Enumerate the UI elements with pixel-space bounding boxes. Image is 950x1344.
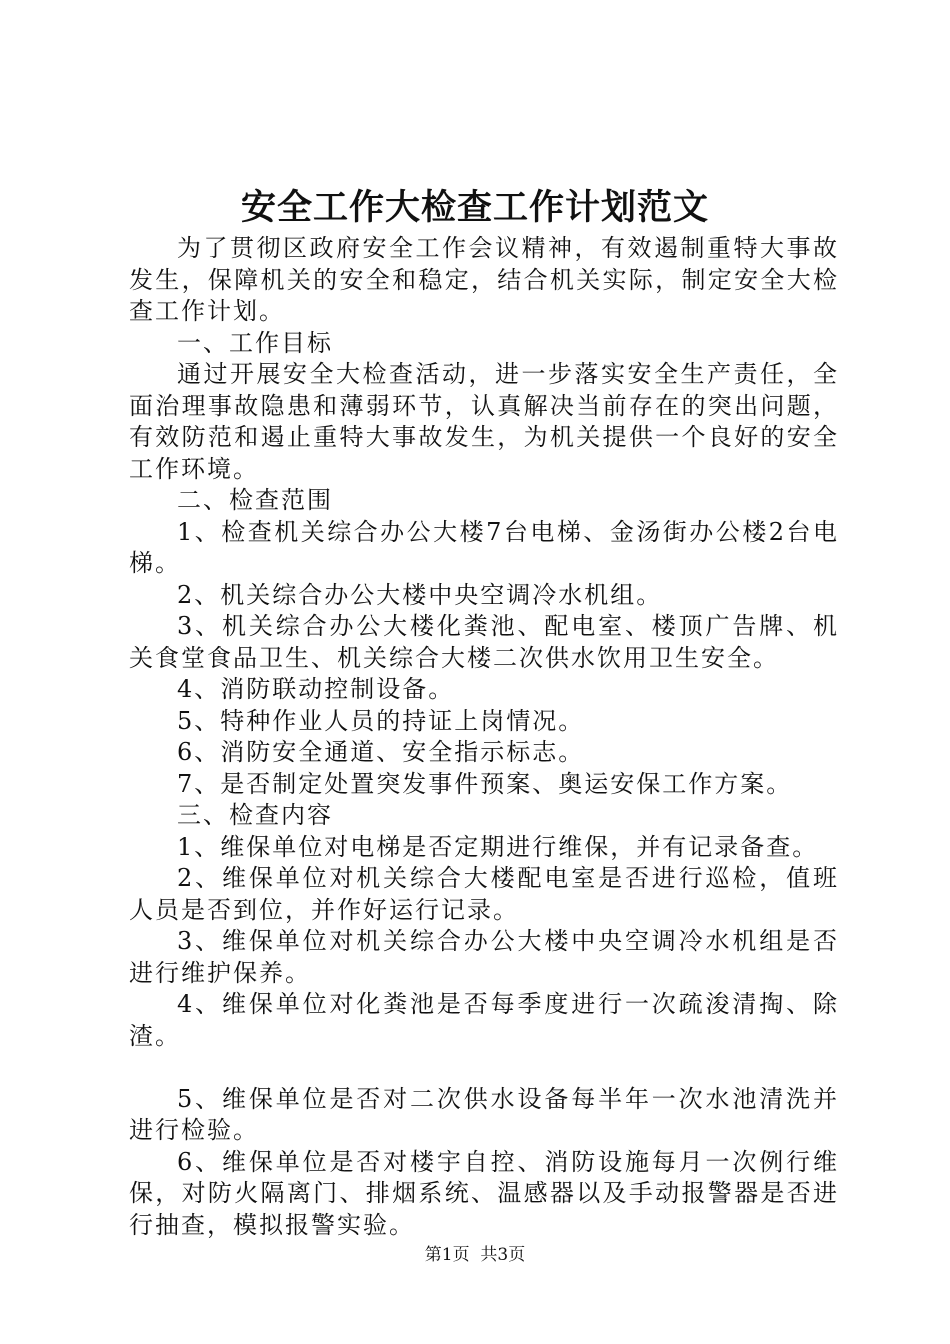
content-item: 6、维保单位是否对楼宇自控、消防设施每月一次例行维保，对防火隔离门、排烟系统、温感器以及手动报警器是否进行抽查，模拟报警实验。	[129, 1147, 839, 1239]
scope-item: 1、检查机关综合办公大楼7台电梯、金汤街办公楼2台电梯。	[129, 517, 839, 577]
scope-item: 6、消防安全通道、安全指示标志。	[177, 738, 585, 766]
scope-item: 4、消防联动控制设备。	[177, 675, 455, 703]
content-item: 1、维保单位对电梯是否定期进行维保，并有记录备查。	[177, 832, 819, 861]
scope-item: 7、是否制定处置突发事件预案、奥运安保工作方案。	[177, 769, 793, 798]
content-item: 3、维保单位对机关综合办公大楼中央空调冷水机组是否进行维护保养。	[129, 927, 839, 987]
content-item: 2、维保单位对机关综合大楼配电室是否进行巡检，值班人员是否到位，并作好运行记录。	[129, 864, 839, 924]
section-heading-scope: 二、检查范围	[177, 486, 333, 514]
goals-paragraph: 通过开展安全大检查活动，进一步落实安全生产责任，全面治理事故隐患和薄弱环节，认真解决当前存在的突出问题，有效防范和遏止重特大事故发生，为机关提供一个良好的安全工作环境。	[129, 360, 839, 483]
content-item: 4、维保单位对化粪池是否每季度进行一次疏浚清掏、除渣。	[129, 990, 839, 1050]
document-title: 安全工作大检查工作计划范文	[240, 187, 709, 228]
intro-paragraph: 为了贯彻区政府安全工作会议精神，有效遏制重特大事故发生，保障机关的安全和稳定，结合机关实际，制定安全大检查工作计划。	[129, 234, 839, 325]
section-heading-content: 三、检查内容	[177, 801, 333, 829]
page-footer: 第1页 共3页	[424, 1245, 526, 1265]
content-item: 5、维保单位是否对二次供水设备每半年一次水池清洗并进行检验。	[129, 1084, 839, 1144]
scope-item: 3、机关综合办公大楼化粪池、配电室、楼顶广告牌、机关食堂食品卫生、机关综合大楼二次供水饮用卫生安全。	[129, 612, 839, 672]
blank-line	[129, 1052, 839, 1084]
section-heading-goals: 一、工作目标	[177, 328, 333, 357]
document-body	[129, 233, 839, 1241]
scope-item: 5、特种作业人员的持证上岗情况。	[177, 706, 585, 735]
scope-item: 2、机关综合办公大楼中央空调冷水机组。	[177, 580, 663, 609]
